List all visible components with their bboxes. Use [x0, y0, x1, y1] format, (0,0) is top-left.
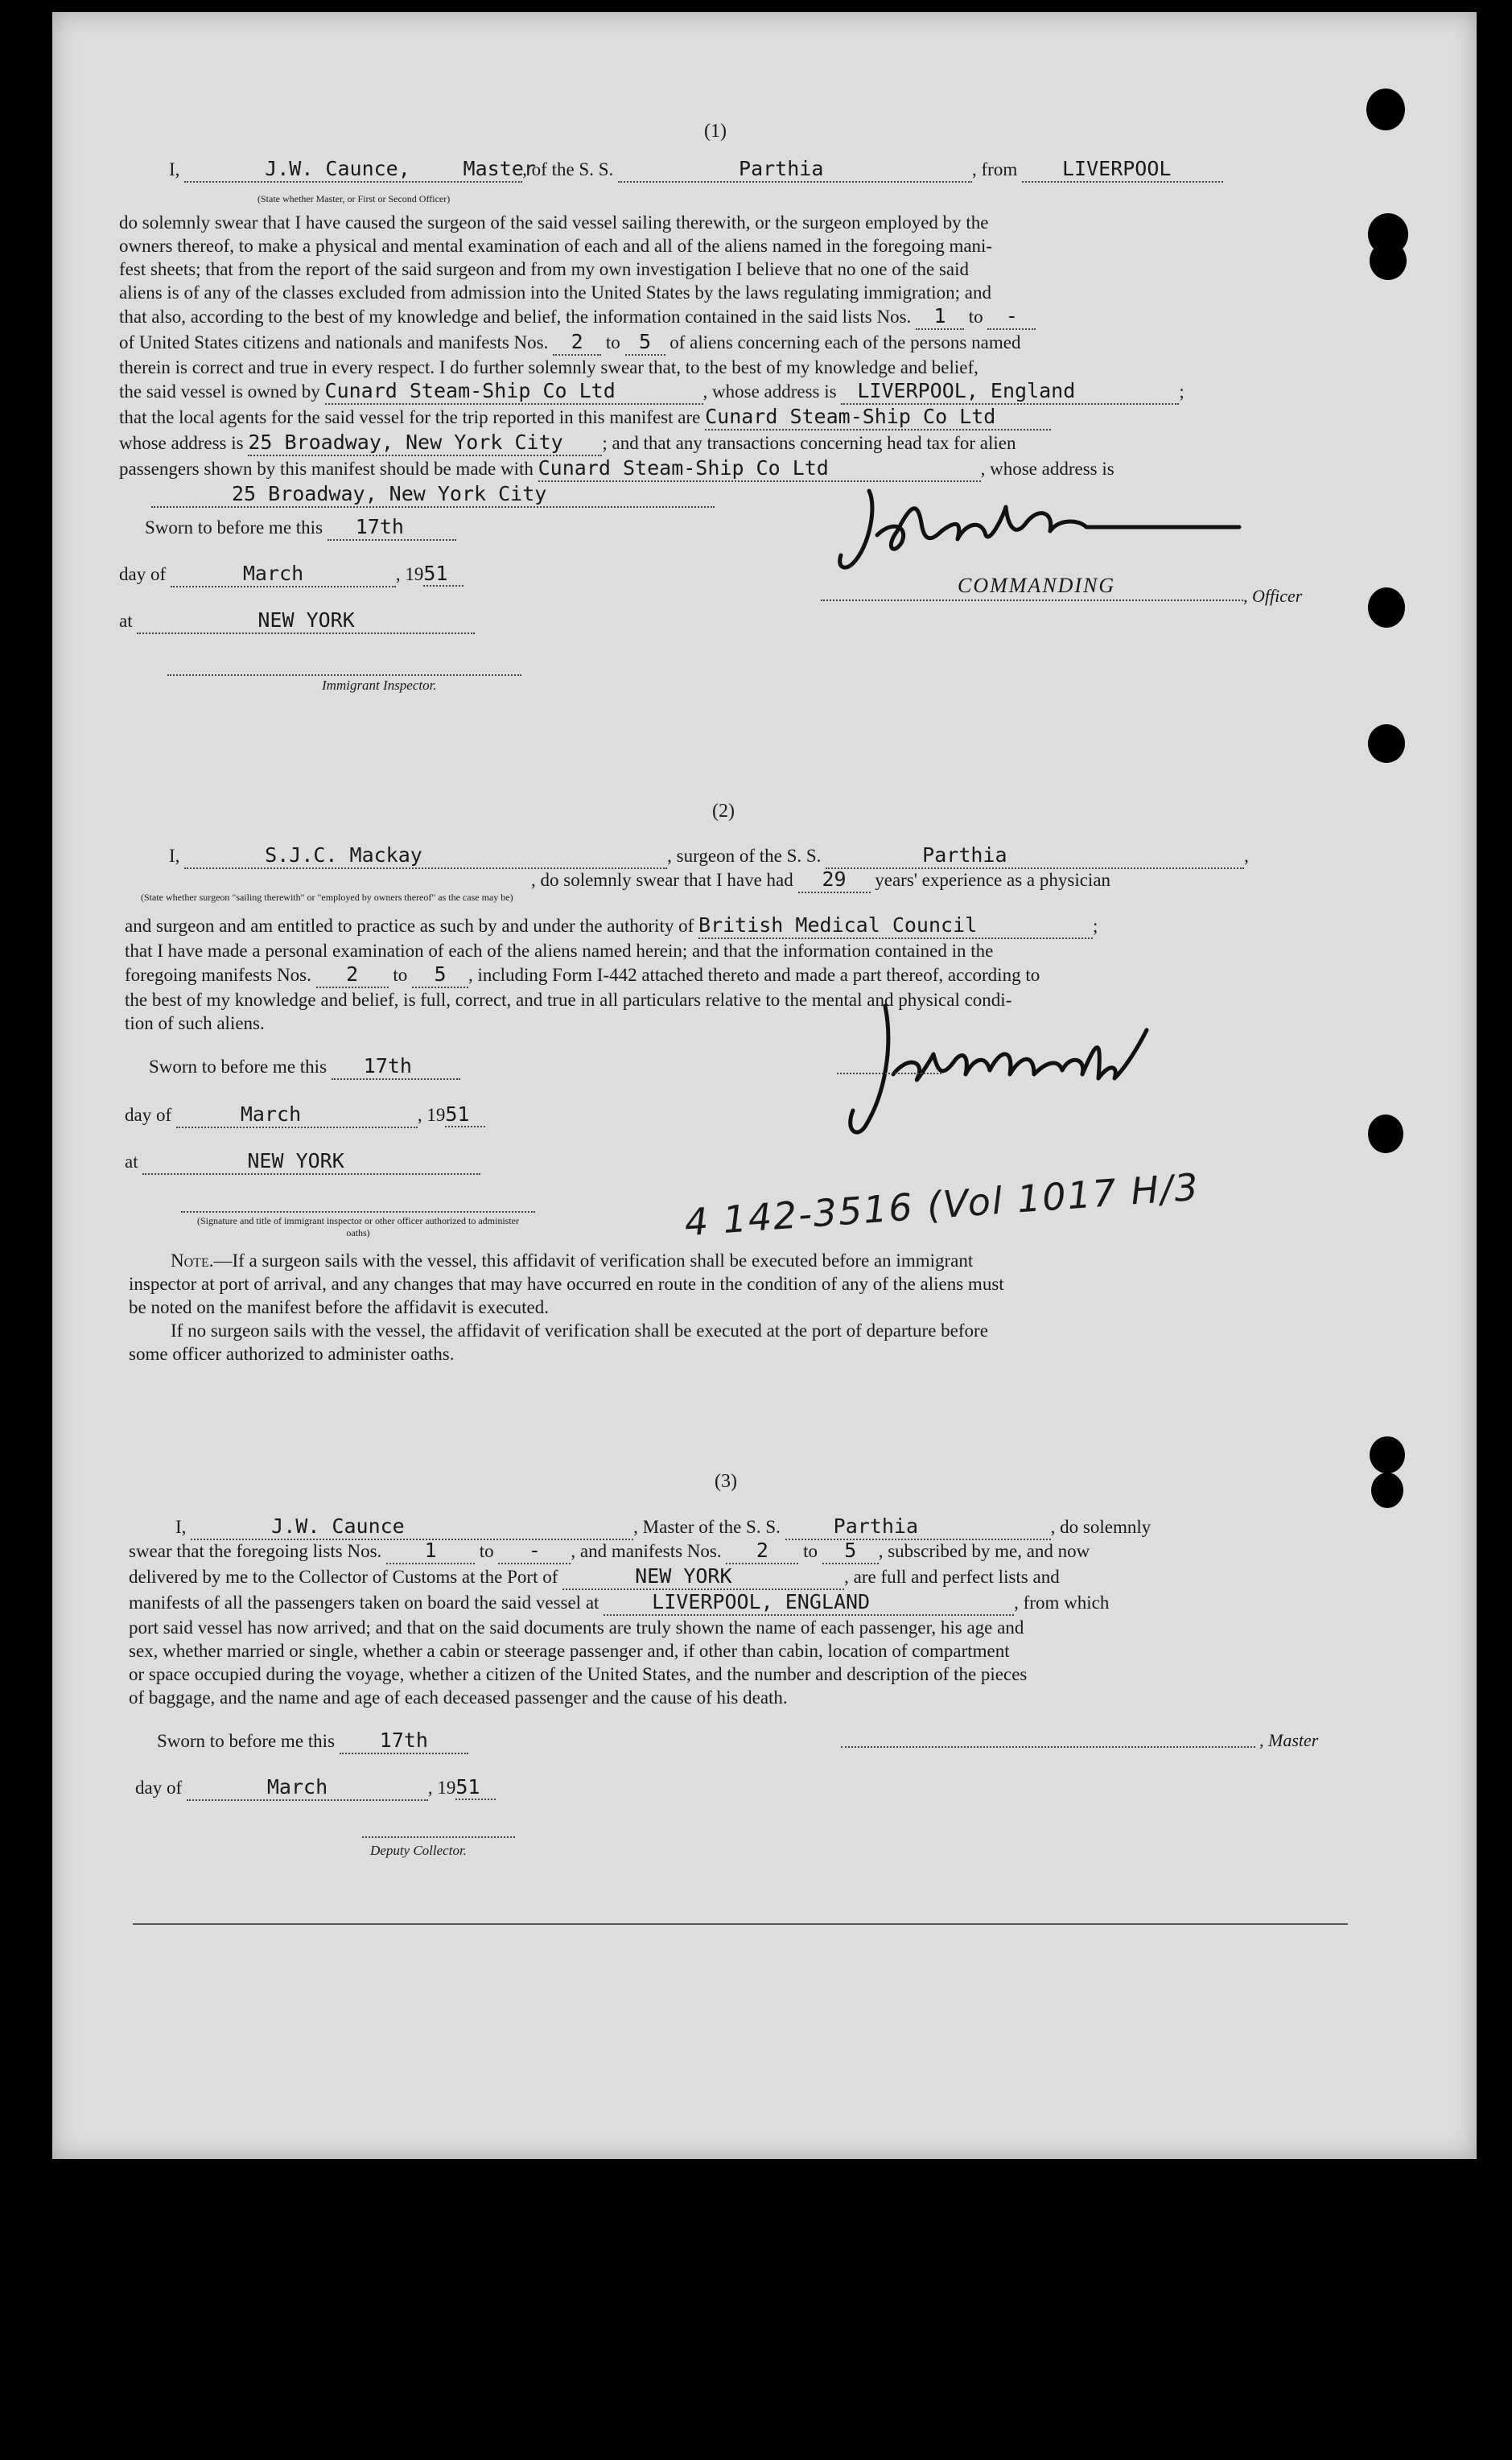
owner-name: Cunard Steam-Ship Co Ltd — [324, 379, 616, 402]
oath-paragraph-1: do solemnly swear that I have caused the surgeon of the said vessel sailing therewith, or the surgeon employed by the owners thereof, to make a physical and mental examination of each and all of the aliens named in the foregoing mani- fest sheets; that from the report of the said surgeon and from my own investigation I believe that no one of the said aliens is of any of the classes excluded from admission into the United States by the laws regulating immigration; and that also, according to the best of my knowledge and belief, the information contained in the said lists Nos. 1 to - of United States citizens and nationals and manifests Nos. 2 to 5 of aliens concerning each of the persons named therein is correct and true in every respect. I do further solemnly swear that, to the best of my knowledge and belief, the said vessel is owned by Cunard Steam-Ship Co Ltd , whose address is LIVERPOOL, England ; that the local agents for the said vessel for the trip reported in this manifest are Cunard Steam-Ship Co Ltd whose address is 25 Broadway, New York City ; and that any transactions concerning head tax for alien passengers shown by this manifest should be made with Cunard Steam-Ship Co Ltd , whose address is 25 Broadway, New York City — [119, 211, 1326, 508]
punch-hole — [1370, 1436, 1405, 1473]
punch-hole — [1368, 724, 1405, 763]
surgeon-signature-line — [837, 1073, 941, 1074]
surgeon-signature — [829, 998, 1247, 1143]
ship-name: Parthia — [922, 843, 1007, 867]
date-line: day of March , 1951 — [119, 562, 463, 587]
embark-port: LIVERPOOL, ENGLAND — [652, 1590, 871, 1613]
oath-paragraph-3: swear that the foregoing lists Nos. 1 to - , and manifests Nos. 2 to 5 , subscribed by me, and now delivered by me to the Collector of Customs at the Port of NEW YORK , are full and perfect lists and manifests of all the passengers taken on board the said vessel at LIVERPOOL, ENGLAND , from which port said vessel has now arrived; and that on the said documents are truly shown the name of each passenger, his age and sex, whether married or single, whether a cabin or steerage passenger and, if other than cabin, location of compartment or space occupied during the voyage, whether a citizen of the United States, and the number and description of the pieces of baggage, and the name and age of each deceased passenger and the cause of his death. — [129, 1539, 1110, 1708]
collector-signature-line — [362, 1836, 515, 1838]
departure-port: LIVERPOOL — [1061, 157, 1172, 180]
field-note: (State whether surgeon "sailing therewith" or "employed by owners thereof" as the case may be) — [141, 892, 513, 903]
master-line-3: I, J.W. Caunce , Master of the S. S. Parthia , do solemnly — [175, 1514, 1342, 1540]
date-line: day of March , 1951 — [135, 1775, 496, 1801]
master-rank: Master — [463, 157, 536, 180]
ship-name: Parthia — [833, 1514, 918, 1538]
officer-signature-line — [821, 600, 1243, 601]
punch-hole — [1368, 1115, 1403, 1153]
medical-authority: British Medical Council — [698, 913, 978, 937]
place-line: at NEW YORK — [125, 1149, 480, 1175]
collector-label: Deputy Collector. — [370, 1843, 467, 1858]
arrival-port: NEW YORK — [635, 1564, 732, 1588]
master-signature — [821, 475, 1255, 579]
officer-label: , Officer — [1243, 586, 1303, 606]
inspector-signature-line — [167, 674, 521, 676]
master-signature-line — [841, 1746, 1255, 1748]
signature-note: (Signature and title of immigrant inspector or other officer authorized to administer oaths) — [197, 1215, 519, 1238]
field-note: (State whether Master, or First or Second Officer) — [257, 193, 451, 204]
officer-title: COMMANDING — [958, 574, 1116, 597]
punch-hole — [1368, 587, 1405, 628]
bottom-rule — [133, 1923, 1348, 1925]
years-experience: 29 — [822, 867, 847, 891]
inspector-label: Immigrant Inspector. — [322, 678, 437, 693]
master-label: , Master — [1259, 1730, 1319, 1750]
surgeon-name: S.J.C. Mackay — [265, 843, 422, 867]
master-name: J.W. Caunce, — [265, 157, 410, 180]
date-line: day of March , 1951 — [125, 1102, 485, 1128]
punch-hole — [1366, 89, 1405, 130]
section-number: (2) — [712, 801, 735, 822]
ship-name: Parthia — [739, 157, 824, 180]
stamp-annotation: 4 142-3516 (Vol 1017 H/3 — [682, 1164, 1201, 1245]
sworn-line: Sworn to before me this 17th — [145, 515, 456, 541]
sworn-line: Sworn to before me this 17th — [149, 1054, 460, 1080]
master-name: J.W. Caunce — [271, 1514, 405, 1538]
master-line: I, J.W. Caunce, Master, of the S. S. Parthia , from LIVERPOOL — [169, 157, 1344, 183]
section-number: (3) — [715, 1471, 737, 1492]
section-number: (1) — [704, 121, 727, 142]
agent-name: Cunard Steam-Ship Co Ltd — [705, 405, 996, 428]
inspector-signature-line — [181, 1211, 535, 1213]
sworn-line: Sworn to before me this 17th — [157, 1729, 468, 1754]
note-paragraph: Note.—If a surgeon sails with the vessel, this affidavit of verification shall be executed before an immigrant inspector at port of arrival, and any changes that may have occurred en route in the condition of any of the aliens must be noted on the manifest before the affidavit is executed. If no surgeon sails with the vessel, the affidavit of verification shall be executed at the port of departure before some officer authorized to administer oaths. — [129, 1251, 1004, 1364]
oath-paragraph-2: and surgeon and am entitled to practice as such by and under the authority of British Medical Council ; that I have made a personal examination of each of the aliens named herein; and that the information contained in the foregoing manifests Nos. 2 to 5 , including Form I-442 attached thereto and made a part thereof, according to the best of my knowledge and belief, is full, correct, and true in all particulars relative to the mental and physical condi- tion of such aliens. — [125, 913, 1098, 1033]
surgeon-line: I, S.J.C. Mackay , surgeon of the S. S. Parthia , — [169, 843, 1344, 869]
place-line: at NEW YORK — [119, 608, 475, 634]
punch-hole — [1371, 1473, 1403, 1508]
punch-hole — [1370, 241, 1407, 280]
